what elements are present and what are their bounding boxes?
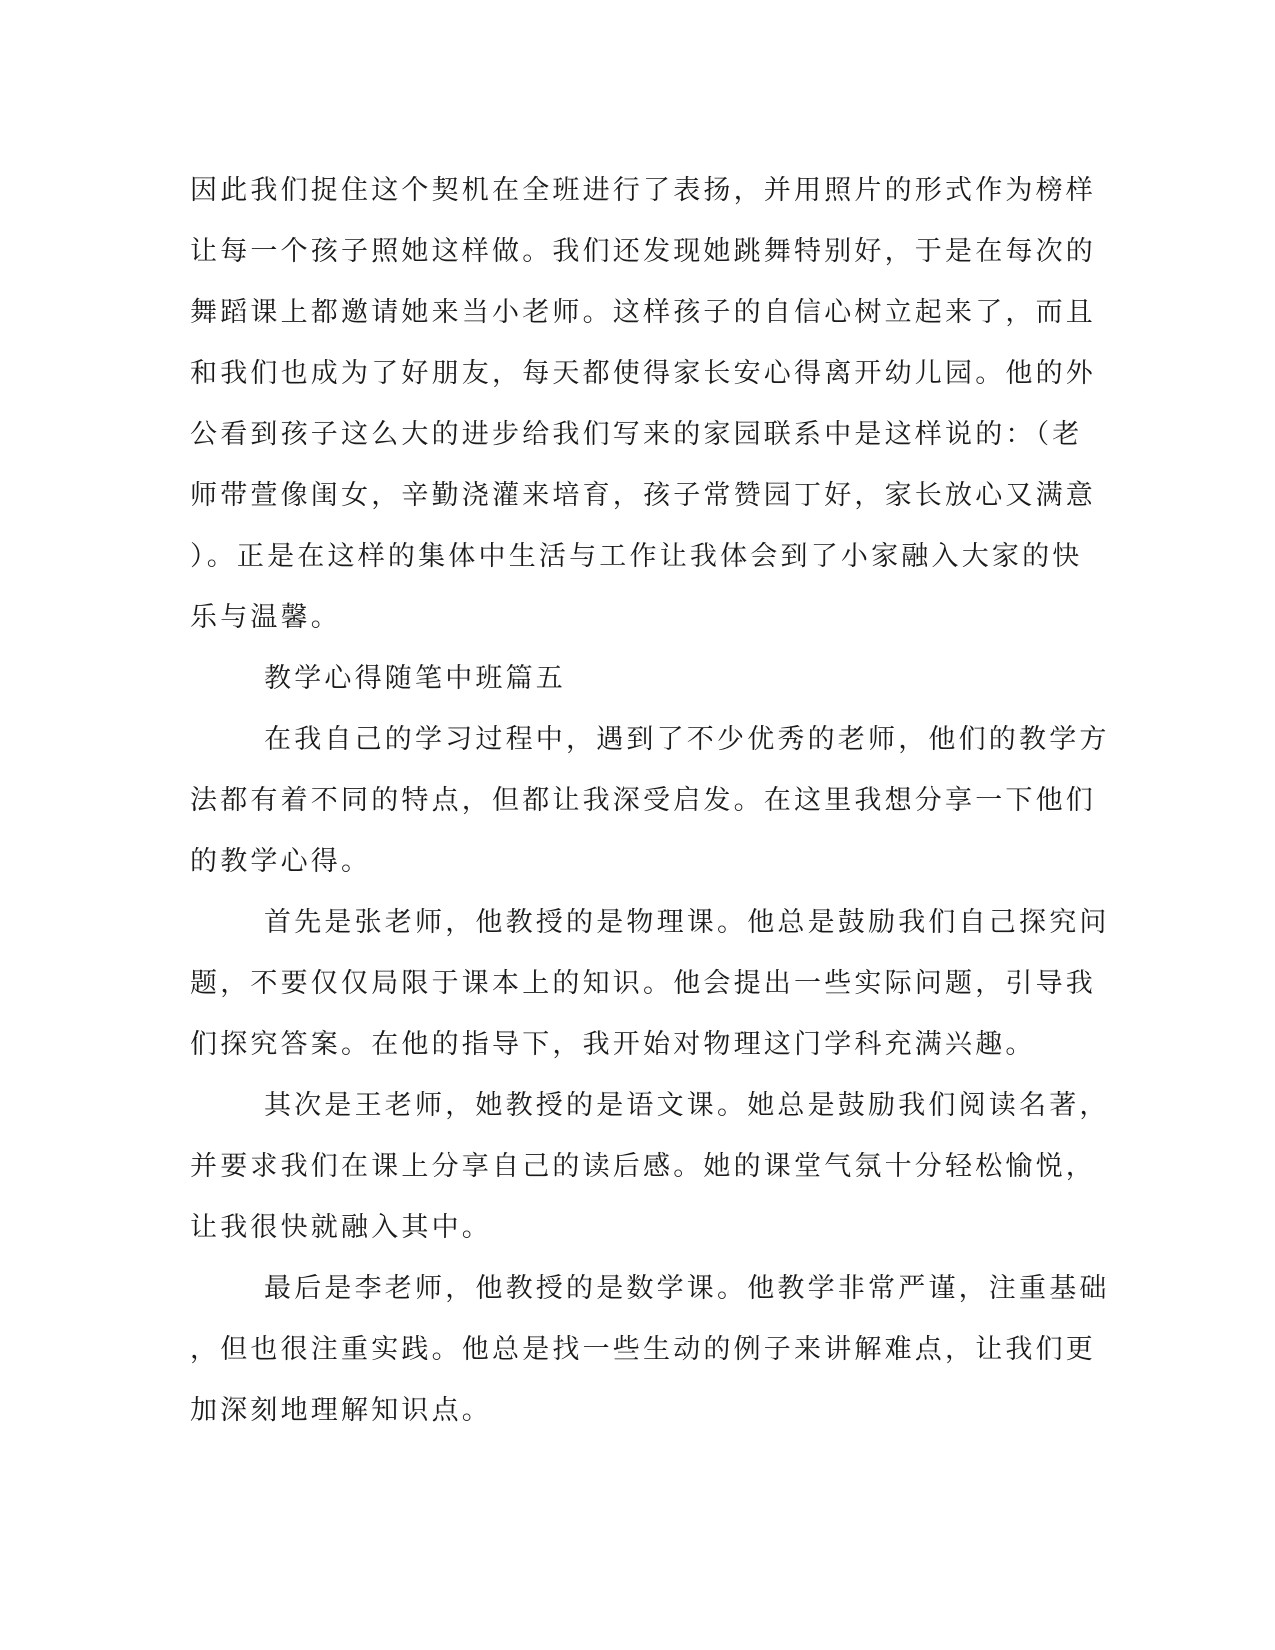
text-line-18: 让我很快就融入其中。: [190, 1212, 492, 1243]
document-body: [190, 160, 1110, 1441]
text-line-2: 让每一个孩子照她这样做。我们还发现她跳舞特别好，于是在每次的: [190, 236, 1096, 267]
text-line-3: 舞蹈课上都邀请她来当小老师。这样孩子的自信心树立起来了，而且: [190, 297, 1096, 328]
text-line-21: 加深刻地理解知识点。: [190, 1395, 492, 1426]
text-line-1: 因此我们捉住这个契机在全班进行了表扬，并用照片的形式作为榜样: [190, 175, 1096, 206]
text-line-5: 公看到孩子这么大的进步给我们写来的家园联系中是这样说的：（老: [190, 419, 1083, 450]
text-line-16: 其次是王老师，她教授的是语文课。她总是鼓励我们阅读名著，: [264, 1090, 1110, 1121]
text-line-12: 的教学心得。: [190, 846, 372, 877]
text-line-8: 乐与温馨。: [190, 602, 341, 633]
text-line-11: 法都有着不同的特点，但都让我深受启发。在这里我想分享一下他们: [190, 785, 1096, 816]
text-line-19: 最后是李老师，他教授的是数学课。他教学非常严谨，注重基础: [264, 1273, 1110, 1304]
text-line-15: 们探究答案。在他的指导下，我开始对物理这门学科充满兴趣。: [190, 1029, 1036, 1060]
text-line-6: 师带萱像闺女，辛勤浇灌来培育，孩子常赞园丁好，家长放心又满意: [190, 480, 1096, 511]
text-line-4: 和我们也成为了好朋友，每天都使得家长安心得离开幼儿园。他的外: [190, 358, 1096, 389]
text-line-10: 在我自己的学习过程中，遇到了不少优秀的老师，他们的教学方: [264, 724, 1110, 755]
text-line-7: ）。正是在这样的集体中生活与工作让我体会到了小家融入大家的快: [190, 541, 1083, 572]
text-line-17: 并要求我们在课上分享自己的读后感。她的课堂气氛十分轻松愉悦，: [190, 1151, 1096, 1182]
text-line-13: 首先是张老师，他教授的是物理课。他总是鼓励我们自己探究问: [264, 907, 1110, 938]
text-line-20: ，但也很注重实践。他总是找一些生动的例子来讲解难点，让我们更: [190, 1334, 1096, 1365]
text-line-14: 题，不要仅仅局限于课本上的知识。他会提出一些实际问题，引导我: [190, 968, 1096, 999]
section-heading: 教学心得随笔中班篇五: [264, 663, 566, 694]
